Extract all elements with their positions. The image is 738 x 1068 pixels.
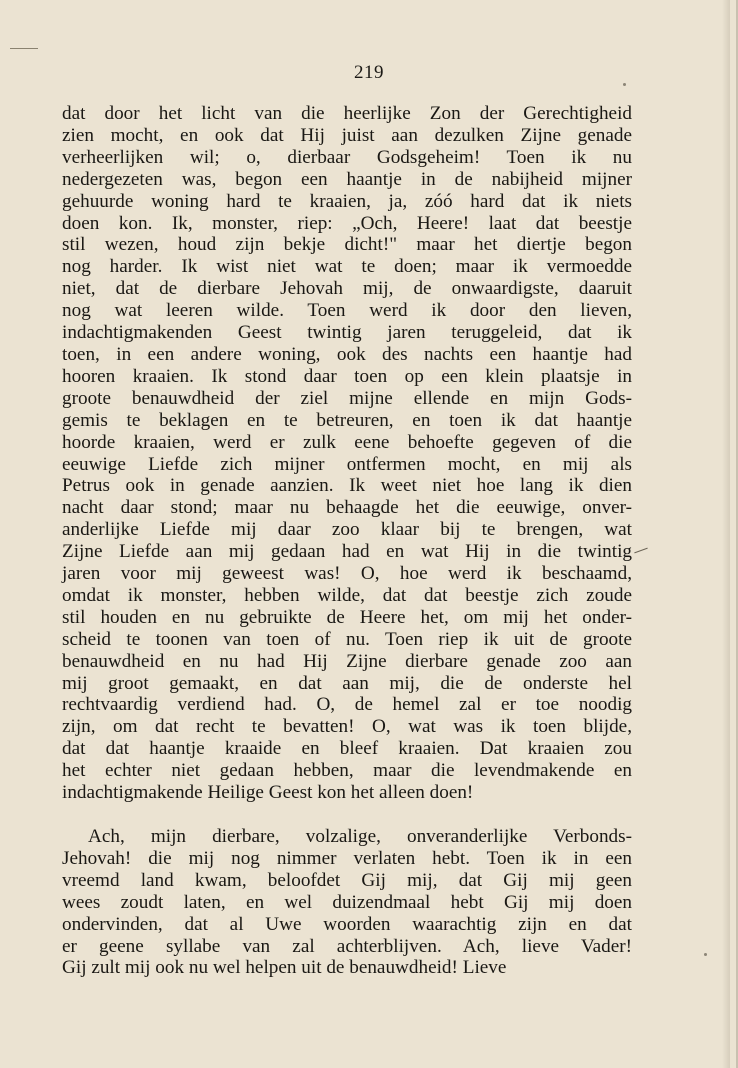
paragraph-1 — [62, 103, 632, 804]
text-line: anderlijke Liefde mij daar zoo klaar bij te brengen, wat — [62, 519, 632, 541]
text-line: hoorde kraaien, werd er zulk eene behoefte gegeven of die — [62, 431, 632, 453]
text-line: jaren voor mij geweest was! O, hoe werd ik beschaamd, — [62, 563, 632, 585]
text-line: dat dat haantje kraaide en bleef kraaien. Dat kraaien zou — [62, 738, 632, 760]
body-text — [62, 103, 632, 979]
text-line: wees zoudt laten, en wel duizendmaal hebt Gij mij doen — [62, 891, 632, 913]
speck — [704, 953, 707, 956]
text-line: Gij zult mij ook nu wel helpen uit de benauwdheid! Lieve — [62, 957, 507, 979]
text-line: indachtigmakende Heilige Geest kon het alleen doen! — [62, 782, 474, 804]
text-line: stil wezen, houd zijn bekje dicht!" maar het diertje begon — [62, 234, 632, 256]
text-line: dat door het licht van die heerlijke Zon der Gerechtigheid — [62, 103, 632, 124]
text-line: zijn, om dat recht te bevatten! O, wat was ik toen blijde, — [62, 716, 632, 738]
text-line: stil houden en nu gebruikte de Heere het, om mij het onder- — [62, 606, 632, 628]
text-line: rechtvaardig verdiend had. O, de hemel zal er toe noodig — [62, 694, 632, 716]
text-line: Petrus ook in genade aanzien. Ik weet niet hoe lang ik dien — [62, 475, 632, 497]
margin-tick — [634, 548, 647, 554]
text-line: mij groot gemaakt, en dat aan mij, die de onderste hel — [62, 672, 632, 694]
text-line: indachtigmakenden Geest twintig jaren teruggeleid, dat ik — [62, 322, 632, 344]
speck — [623, 83, 626, 86]
text-line: Ach, mijn dierbare, volzalige, onveranderlijke Verbonds- — [88, 826, 632, 847]
text-line: het echter niet gedaan hebben, maar die levendmakende en — [62, 760, 632, 782]
text-line: zien mocht, en ook dat Hij juist aan dezulken Zijne genade — [62, 124, 632, 146]
page-number: 219 — [354, 62, 384, 83]
text-line: gehuurde woning hard te kraaien, ja, zóó hard dat ik niets — [62, 190, 632, 212]
text-line: hooren kraaien. Ik stond daar toen op een klein plaatsje in — [62, 365, 632, 387]
text-line: ondervinden, dat al Uwe woorden waarachtig zijn en dat — [62, 913, 632, 935]
text-line: verheerlijken wil; o, dierbaar Godsgeheim! Toen ik nu — [62, 146, 632, 168]
text-line: er geene syllabe van zal achterblijven. Ach, lieve Vader! — [62, 935, 632, 957]
text-line: nacht daar stond; maar nu behaagde het die eeuwige, onver- — [62, 497, 632, 519]
text-line: omdat ik monster, hebben wilde, dat dat beestje zich zoude — [62, 584, 632, 606]
text-line: Zijne Liefde aan mij gedaan had en wat Hij in die twintig — [62, 541, 632, 563]
text-line: toen, in een andere woning, ook des nachts een haantje had — [62, 343, 632, 365]
text-line: eeuwige Liefde zich mijner ontfermen mocht, en mij als — [62, 453, 632, 475]
text-line: niet, dat de dierbare Jehovah mij, de onwaardigste, daaruit — [62, 278, 632, 300]
text-line: nog wat leeren wilde. Toen werd ik door den lieven, — [62, 300, 632, 322]
text-line: Jehovah! die mij nog nimmer verlaten hebt. Toen ik in een — [62, 847, 632, 869]
text-line: groote benauwdheid der ziel mijne ellende en mijn Gods- — [62, 387, 632, 409]
text-line: nedergezeten was, begon een haantje in de nabijheid mijner — [62, 168, 632, 190]
text-line: gemis te beklagen en te betreuren, en toen ik dat haantje — [62, 409, 632, 431]
text-line: benauwdheid en nu had Hij Zijne dierbare genade zoo aan — [62, 650, 632, 672]
margin-mark — [10, 48, 38, 49]
text-line: doen kon. Ik, monster, riep: „Och, Heere! laat dat beestje — [62, 212, 632, 234]
paragraph-gap — [62, 804, 632, 826]
text-line: nog harder. Ik wist niet wat te doen; maar ik vermoedde — [62, 256, 632, 278]
text-line: scheid te toonen van toen of nu. Toen riep ik uit de groote — [62, 628, 632, 650]
text-line: vreemd land kwam, beloofdet Gij mij, dat Gij mij geen — [62, 869, 632, 891]
paragraph-2 — [62, 826, 632, 979]
